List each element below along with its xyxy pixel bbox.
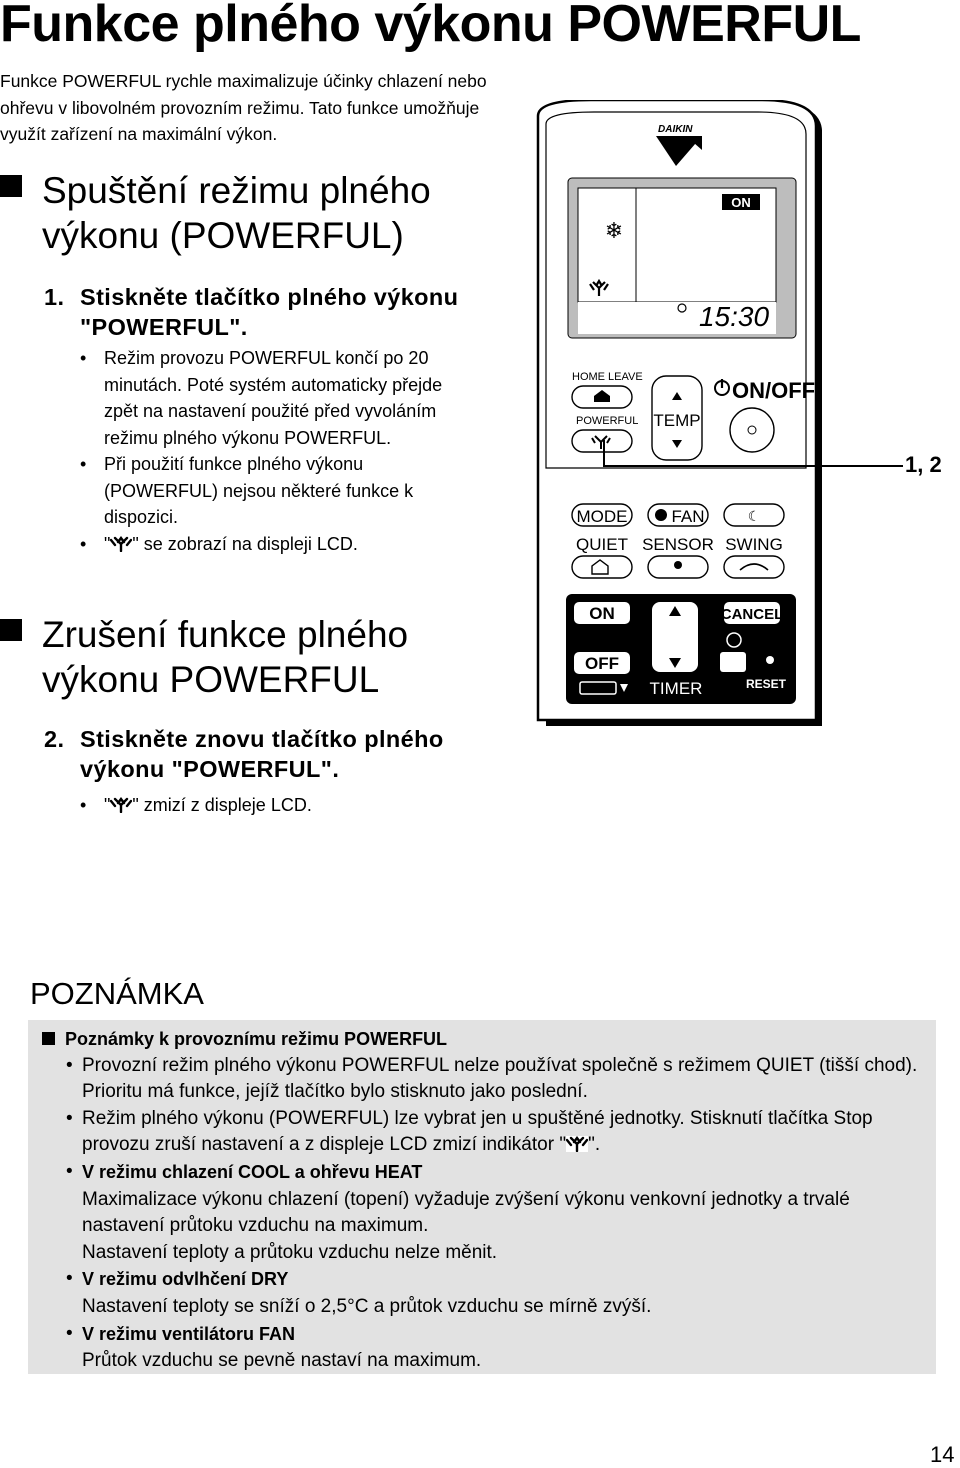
swing-button xyxy=(724,556,784,578)
timer-on-label: ON xyxy=(589,604,615,623)
step-2-notes xyxy=(80,792,480,819)
lcd-time: 15:30 xyxy=(698,301,770,332)
callout-leader xyxy=(603,440,605,466)
brand-label: DAIKIN xyxy=(658,124,693,135)
callout-line xyxy=(603,465,903,467)
cancel-label: CANCEL xyxy=(720,606,784,623)
section-cancel-heading xyxy=(0,612,408,702)
step-1-notes xyxy=(80,345,480,557)
note-box xyxy=(28,1020,936,1374)
list-item: • " " zmizí z displeje LCD. xyxy=(80,792,480,819)
square-bullet-icon xyxy=(42,1032,55,1045)
list-item: • V režimu ventilátoru FAN Průtok vzduchu se pevně nastaví na maximum. xyxy=(42,1321,922,1375)
page-number: 14 xyxy=(930,1442,955,1467)
sensor-label: SENSOR xyxy=(642,535,714,554)
remote-control-illustration xyxy=(536,100,822,726)
list-item: • Režim provozu POWERFUL končí po 20 minutách. Poté systém automaticky přejde zpět na nastavení použité před vyvoláním režimu plného výkonu POWERFUL. xyxy=(80,345,480,451)
powerful-icon xyxy=(110,536,132,552)
note-title: POZNÁMKA xyxy=(30,976,204,1011)
square-bullet-icon xyxy=(0,619,22,641)
onoff-label: ON/OFF xyxy=(732,378,816,403)
step-text: Stiskněte tlačítko plného výkonu "POWERFUL". xyxy=(80,284,459,340)
step-text: Stiskněte znovu tlačítko plného výkonu "POWERFUL". xyxy=(80,726,444,782)
powerful-icon xyxy=(566,1136,588,1152)
sensor-icon xyxy=(674,561,682,569)
section-start-heading xyxy=(0,168,431,258)
fan-icon xyxy=(655,509,667,521)
lcd-on-indicator: ON xyxy=(731,195,751,210)
note-heading: Poznámky k provoznímu režimu POWERFUL xyxy=(42,1026,922,1053)
page-title: Funkce plného výkonu POWERFUL xyxy=(0,0,861,53)
step-number: 1. xyxy=(44,284,65,310)
section-start-heading-line1: Spuštění režimu plného xyxy=(42,170,431,211)
reset-label: RESET xyxy=(745,677,787,691)
list-item: • Režim plného výkonu (POWERFUL) lze vybrat jen u spuštěné jednotky. Stisknutí tlačítka Stop provozu zruší nastavení a z displeje LCD zmizí indikátor " ". xyxy=(42,1106,922,1159)
list-item: • Při použití funkce plného výkonu (POWERFUL) nejsou některé funkce k dispozici. xyxy=(80,451,480,531)
mode-label: MODE xyxy=(576,507,628,526)
snowflake-icon: ❄ xyxy=(604,218,624,243)
callout-label: 1, 2 xyxy=(905,452,942,477)
list-item: • Provozní režim plného výkonu POWERFUL nelze používat společně s režimem QUIET (tišší chod). Prioritu má funkce, jejíž tlačítko bylo stisknuto jako poslední. xyxy=(42,1053,922,1106)
intro-text: Funkce POWERFUL rychle maximalizuje účinky chlazení nebo ohřevu v libovolném provozním režimu. Tato funkce umožňuje využít zařízení na maximální výkon. xyxy=(0,71,487,144)
section-cancel-heading-line2: výkonu POWERFUL xyxy=(42,659,380,700)
step-number: 2. xyxy=(44,726,65,752)
temp-label: TEMP xyxy=(653,411,701,430)
square-bullet-icon xyxy=(0,175,22,197)
powerful-label: POWERFUL xyxy=(576,415,639,427)
swing-icon: ☾ xyxy=(747,508,761,524)
timer-clock-button xyxy=(720,652,746,672)
list-item: • " " se zobrazí na displeji LCD. xyxy=(80,531,480,558)
list-item: • V režimu odvlhčení DRY Nastavení teploty se sníží o 2,5°C a průtok vzduchu se mírně zvýší. xyxy=(42,1266,922,1320)
swing-label: SWING xyxy=(725,535,783,554)
lcd-display xyxy=(568,178,796,338)
home-leave-label: HOME LEAVE xyxy=(572,371,643,383)
step-1 xyxy=(44,282,520,342)
step-2 xyxy=(44,724,520,784)
section-start-heading-line2: výkonu (POWERFUL) xyxy=(42,215,404,256)
section-cancel-heading-line1: Zrušení funkce plného xyxy=(42,614,409,655)
onoff-button xyxy=(730,408,774,452)
timer-label: TIMER xyxy=(649,679,703,698)
reset-button xyxy=(766,656,774,664)
list-item: • V režimu chlazení COOL a ohřevu HEAT Maximalizace výkonu chlazení (topení) vyžaduje zvýšení výkonu venkovní jednotky a trvalé nastavení průtoku vzduchu na maximum. Nastavení teploty a průtoku vzduchu nelze měnit. xyxy=(42,1159,922,1266)
quiet-label: QUIET xyxy=(576,535,628,554)
powerful-icon xyxy=(110,797,132,813)
timer-off-label: OFF xyxy=(585,654,619,673)
fan-label: FAN xyxy=(671,507,705,526)
